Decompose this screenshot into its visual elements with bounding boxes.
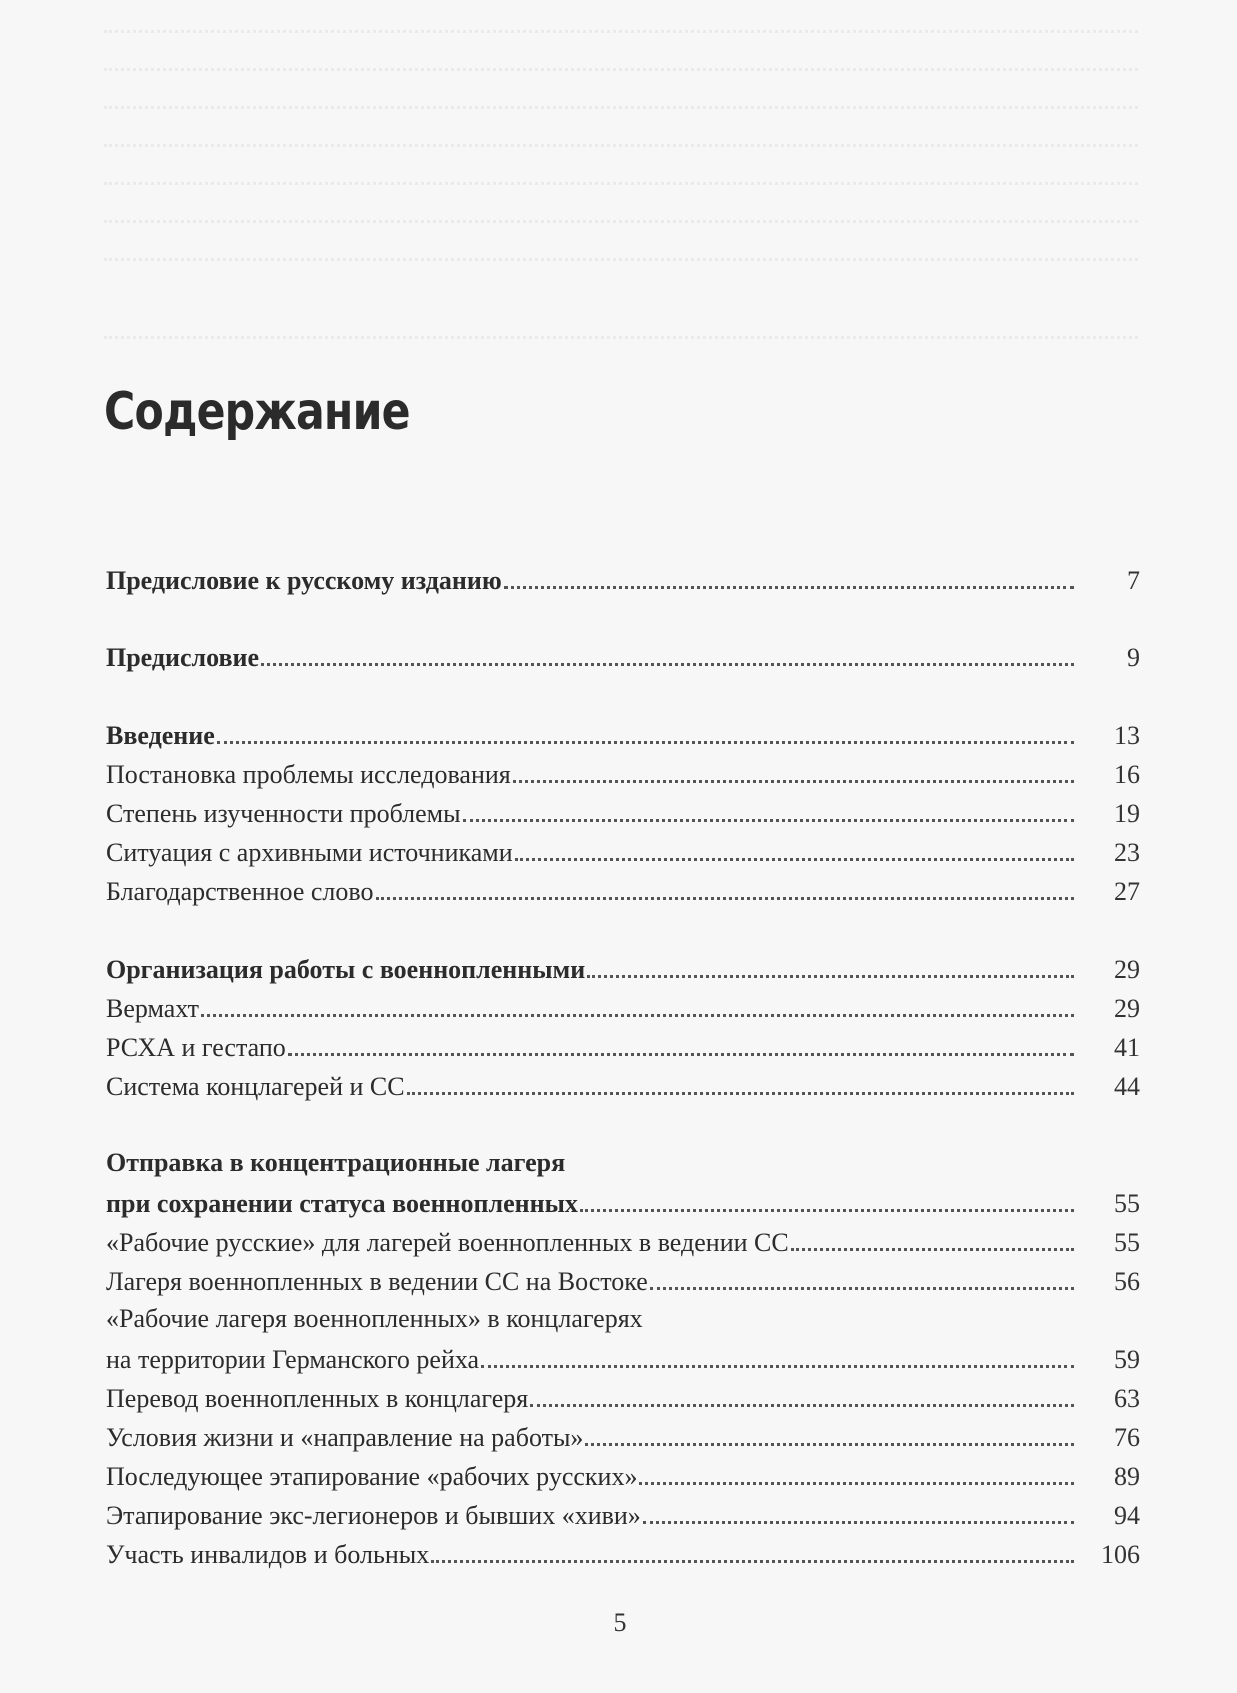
toc-entry xyxy=(106,988,1140,1024)
toc-entry xyxy=(106,560,1140,596)
dot-leader xyxy=(217,737,1074,744)
toc-entry-title: Перевод военнопленных в концлагеря xyxy=(106,1384,529,1413)
toc-entry-page: 9 xyxy=(1127,643,1140,672)
toc-entry xyxy=(106,754,1140,790)
toc-entry xyxy=(106,1027,1140,1063)
toc-entry-title: Последующее этапирование «рабочих русских» xyxy=(106,1462,638,1491)
dot-leader xyxy=(791,1244,1074,1251)
toc-entry xyxy=(106,871,1140,907)
dot-leader xyxy=(580,1205,1074,1212)
dot-leader xyxy=(513,776,1074,783)
toc-entry-page: 106 xyxy=(1101,1540,1140,1569)
toc-entry-title: РСХА и гестапо xyxy=(106,1033,286,1062)
toc-entry xyxy=(106,637,1140,673)
dot-leader xyxy=(261,659,1074,666)
toc-entry-title: Вермахт xyxy=(106,994,200,1023)
toc-entry xyxy=(106,1534,1140,1570)
toc-entry-page: 76 xyxy=(1114,1423,1140,1452)
dot-leader xyxy=(288,1049,1074,1056)
toc-entry-title: Этапирование экс-легионеров и бывших «хиви» xyxy=(106,1501,641,1530)
toc-entry-page: 55 xyxy=(1114,1189,1140,1218)
dot-leader xyxy=(201,1010,1074,1017)
page-title: Содержание xyxy=(104,382,410,442)
toc-entry-title: Предисловие к русскому изданию xyxy=(106,566,502,595)
toc-entry xyxy=(106,1339,1140,1375)
dot-leader xyxy=(376,893,1074,900)
dot-leader xyxy=(585,1439,1074,1446)
dot-leader xyxy=(587,971,1074,978)
toc-entry-title: Условия жизни и «направление на работы» xyxy=(106,1423,584,1452)
toc-entry xyxy=(106,1261,1140,1297)
toc-entry-page: 63 xyxy=(1114,1384,1140,1413)
toc-entry-title: Степень изученности проблемы xyxy=(106,799,461,828)
toc-entry xyxy=(106,1183,1140,1219)
toc-entry-page: 7 xyxy=(1127,566,1140,595)
toc-entry-page: 27 xyxy=(1114,877,1140,906)
toc-entry-title: Введение xyxy=(106,721,215,750)
toc-entry-page: 29 xyxy=(1114,994,1140,1023)
dot-leader xyxy=(504,582,1074,589)
toc-entry-title: Организация работы с военнопленными xyxy=(106,955,586,984)
toc-entry-page: 16 xyxy=(1114,760,1140,789)
toc-entry xyxy=(106,832,1140,868)
toc-entry xyxy=(106,1378,1140,1414)
toc-entry-page: 29 xyxy=(1114,955,1140,984)
toc-entry-page: 23 xyxy=(1114,838,1140,867)
toc-entry-page: 19 xyxy=(1114,799,1140,828)
dot-leader xyxy=(530,1400,1074,1407)
toc-entry-page: 41 xyxy=(1114,1033,1140,1062)
toc-entry xyxy=(106,793,1140,829)
toc-entry-title: Участь инвалидов и больных xyxy=(106,1540,430,1569)
dot-leader xyxy=(481,1361,1074,1368)
dot-leader xyxy=(463,815,1074,822)
toc-entry-page: 55 xyxy=(1114,1228,1140,1257)
dot-leader xyxy=(643,1517,1074,1524)
toc-entry-title: при сохранении статуса военнопленных xyxy=(106,1189,578,1218)
toc-entry-page: 56 xyxy=(1114,1267,1140,1296)
dot-leader xyxy=(650,1283,1074,1290)
toc-entry xyxy=(106,949,1140,985)
toc-entry-title: Постановка проблемы исследования xyxy=(106,760,511,789)
table-of-contents xyxy=(106,0,1140,1693)
toc-entry-page: 59 xyxy=(1114,1345,1140,1374)
dot-leader xyxy=(515,854,1074,861)
toc-entry-page: 89 xyxy=(1114,1462,1140,1491)
dot-leader xyxy=(431,1556,1074,1563)
toc-entry-title-line1: «Рабочие лагеря военнопленных» в концлагерях xyxy=(106,1304,643,1333)
dot-leader xyxy=(639,1478,1074,1485)
dot-leader xyxy=(407,1088,1074,1095)
toc-entry-title: Благодарственное слово xyxy=(106,877,374,906)
toc-entry xyxy=(106,1222,1140,1258)
toc-entry-title: Система концлагерей и СС xyxy=(106,1072,405,1101)
toc-entry xyxy=(106,715,1140,751)
page-number: 5 xyxy=(613,1608,627,1637)
toc-entry-title: Ситуация с архивными источниками xyxy=(106,838,513,867)
toc-entry-title-line1: Отправка в концентрационные лагеря xyxy=(106,1148,566,1177)
toc-entry xyxy=(106,1456,1140,1492)
toc-entry-title: на территории Германского рейха xyxy=(106,1345,480,1374)
toc-entry-title: Предисловие xyxy=(106,643,260,672)
toc-entry-title: «Рабочие русские» для лагерей военнопленных в ведении СС xyxy=(106,1228,789,1257)
toc-entry-title: Лагеря военнопленных в ведении СС на Востоке xyxy=(106,1267,648,1296)
toc-entry-page: 13 xyxy=(1114,721,1140,750)
toc-entry-page: 94 xyxy=(1114,1501,1140,1530)
toc-entry xyxy=(106,1066,1140,1102)
toc-entry xyxy=(106,1495,1140,1531)
toc-entry xyxy=(106,1417,1140,1453)
toc-entry-page: 44 xyxy=(1114,1072,1140,1101)
